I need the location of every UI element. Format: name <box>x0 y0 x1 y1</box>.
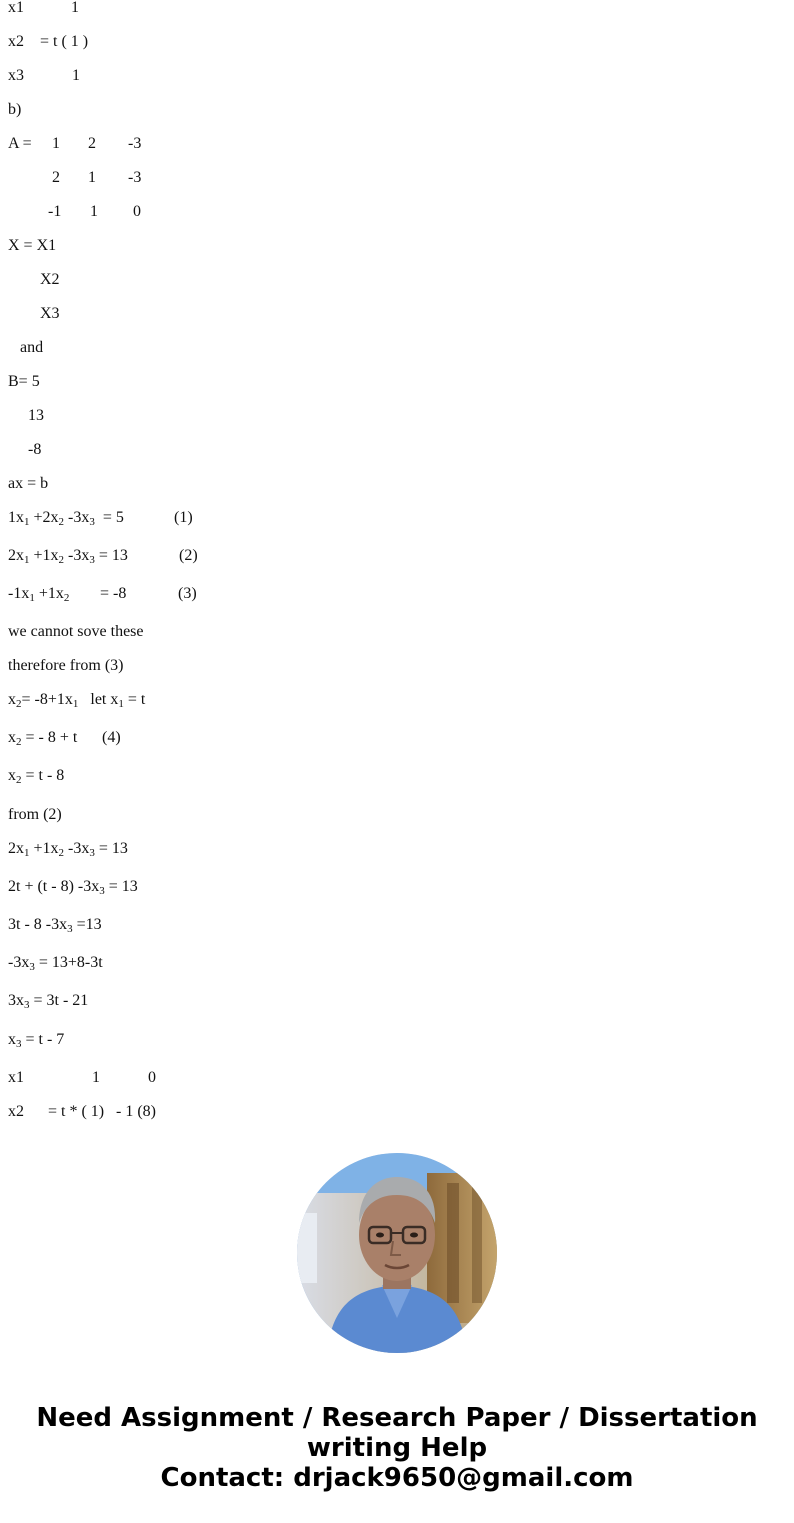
equation-line: $-1x_1 +1x_2$ = -8 (3) <box>8 585 197 604</box>
text-line: ax = b <box>8 475 49 492</box>
author-avatar <box>297 1153 497 1353</box>
equation-line: $2x_1 +1x_2$ $-3x_3 = 13$ <box>8 840 128 859</box>
equation-line: $-3x_3 = 13+8-3t$ <box>8 954 103 973</box>
footer-banner <box>0 1403 794 1493</box>
equation-line: $x_2$ = - 8 + t (4) <box>8 729 121 748</box>
text-line: X2 <box>40 271 60 288</box>
text-line: x2 = t ( 1 ) <box>8 33 89 50</box>
matrix-a-row: 2 1 -3 <box>52 169 142 186</box>
footer-line-2: writing Help <box>306 1433 488 1463</box>
text-line: 13 <box>28 407 44 424</box>
matrix-a-row: -1 1 0 <box>48 203 141 220</box>
author-portrait-image <box>297 1153 497 1353</box>
equation-line: $x_2= -8+1x_1$ let $x_1 = t$ <box>8 691 146 710</box>
text-line: x2 = t * ( 1) - 1 (8) <box>8 1103 156 1120</box>
text-line: X = X1 <box>8 237 57 254</box>
equation-line: $x_3 = t - 7$ <box>8 1031 65 1050</box>
text-line: B= 5 <box>8 373 40 390</box>
text-line: we cannot sove these <box>8 623 144 640</box>
equation-line: 2t + (t - 8) $-3x_3 = 13$ <box>8 878 138 897</box>
solution-document <box>8 0 608 1138</box>
equation-line: $3x_3 = 3t - 21$ <box>8 992 89 1011</box>
text-line: from (2) <box>8 806 62 823</box>
equation-line: $x_2 = t - 8$ <box>8 767 65 786</box>
text-line: X3 <box>40 305 60 322</box>
footer-contact: Contact: drjack9650@gmail.com <box>160 1463 634 1493</box>
equation-line: $1x_1 +2x_2$ $-3x_3 = 5$ (1) <box>8 509 193 528</box>
text-line: b) <box>8 101 22 118</box>
equation-line: $2x_1 +1x_2$ $-3x_3 = 13$ (2) <box>8 547 198 566</box>
text-line: -8 <box>28 441 42 458</box>
text-line: x1 1 <box>8 0 79 16</box>
equation-line: 3t - 8 $-3x_3 =13$ <box>8 916 102 935</box>
footer-line-1: Need Assignment / Research Paper / Dissertation <box>36 1403 758 1433</box>
matrix-a-row: A = 1 2 -3 <box>8 135 142 152</box>
text-line: therefore from (3) <box>8 657 124 674</box>
text-line: x1 1 0 <box>8 1069 156 1086</box>
text-line: x3 1 <box>8 67 80 84</box>
text-line: and <box>20 339 44 356</box>
